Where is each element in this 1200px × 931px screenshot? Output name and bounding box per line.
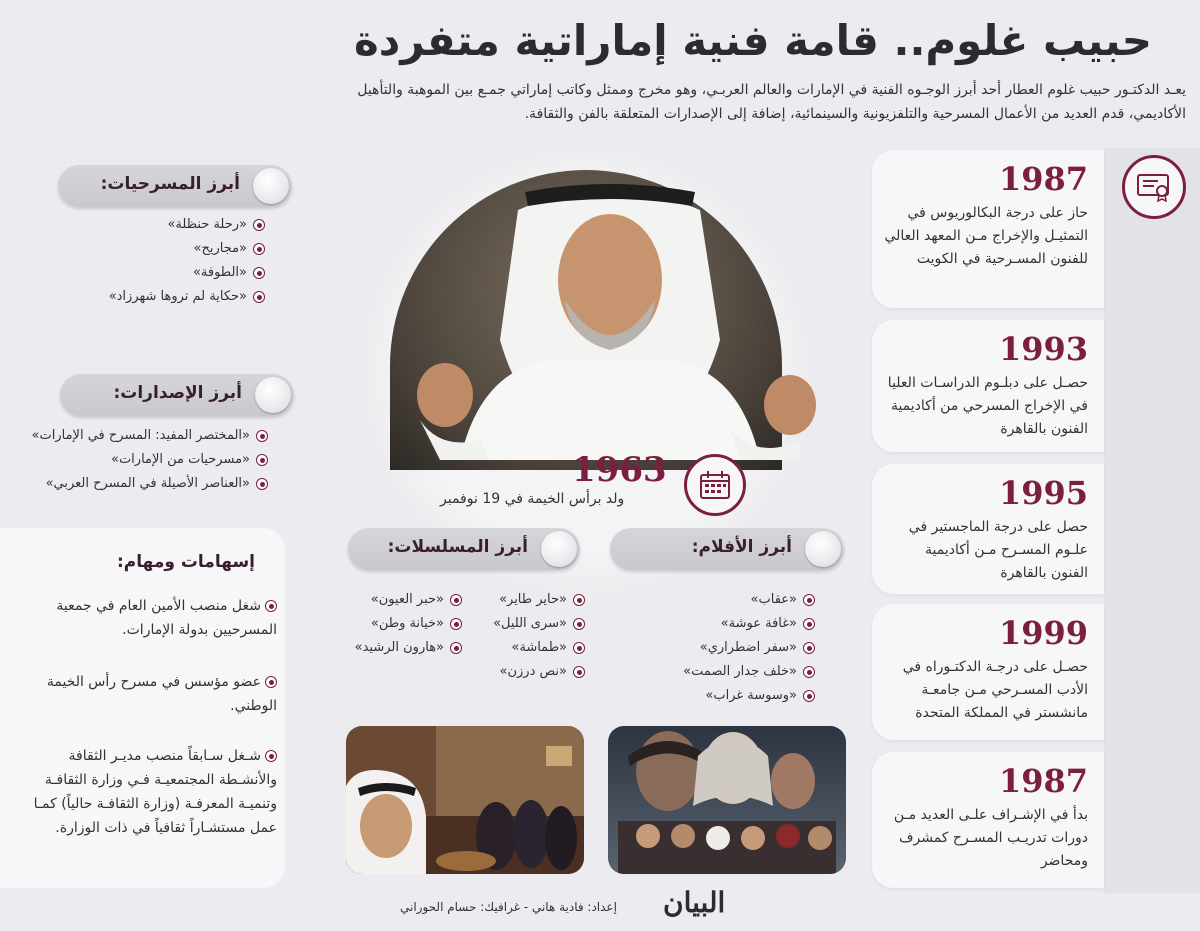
series-list-col1 <box>493 588 585 684</box>
series-header <box>348 528 580 570</box>
bullet-icon <box>253 243 265 255</box>
birth-year: 1963 <box>572 450 667 490</box>
bullet-icon <box>256 454 268 466</box>
contributions-panel <box>0 528 285 888</box>
list-item: «نص درزن» <box>493 660 585 684</box>
intro-line-1: يعـد الدكتـور حبيب غلوم العطار أحد أبرز الوجـوه الفنية في الإمارات والعالم العربـي، وهو مخرج وممثل وكاتب إماراتي جمـع بين الموهبة والتأهيل <box>357 82 1186 98</box>
bullet-icon <box>450 594 462 606</box>
films-title: أبرز الأفلام: <box>691 537 792 557</box>
knob-icon <box>253 168 289 204</box>
timeline-year: 1999 <box>998 614 1088 652</box>
intro-paragraph <box>176 78 1186 126</box>
bullet-icon <box>253 219 265 231</box>
timeline-card-4 <box>872 604 1104 740</box>
list-item: «وسوسة غراب» <box>683 684 815 708</box>
list-item: «عقاب» <box>683 588 815 612</box>
contributions-title: إسهامات ومهام: <box>116 552 255 572</box>
timeline-text: حصـل على درجـة الدكتـوراه في الأدب المسـرحي مـن جامعـة مانشستر في المملكة المتحدة <box>902 659 1088 721</box>
birth-text: ولد برأس الخيمة في 19 نوفمبر <box>440 491 625 507</box>
list-item: «مسرحيات من الإمارات» <box>32 448 268 472</box>
knob-icon <box>805 531 841 567</box>
publications-title: أبرز الإصدارات: <box>113 383 242 403</box>
bullet-icon <box>803 666 815 678</box>
bullet-icon <box>265 750 277 762</box>
bullet-icon <box>256 478 268 490</box>
bullet-icon <box>265 600 277 612</box>
portrait-image <box>400 170 820 460</box>
timeline-card-2 <box>872 320 1104 452</box>
knob-icon <box>541 531 577 567</box>
bullet-icon <box>803 594 815 606</box>
timeline-card-3 <box>872 464 1104 594</box>
intro-line-2: الأكاديمي، قدم العديد من الأعمال المسرحية والتلفزيونية والسينمائية، إضافة إلى الإصدارات المتعلقة بالفن والثقافة. <box>524 106 1186 122</box>
bullet-icon <box>450 642 462 654</box>
timeline-text: حصل على درجة الماجستير في علـوم المسـرح مـن أكاديمية الفنون بالقاهرة <box>908 519 1088 581</box>
plays-list <box>109 213 265 309</box>
knob-icon <box>255 377 291 413</box>
list-item: «حاير طاير» <box>493 588 585 612</box>
bullet-icon <box>450 618 462 630</box>
contribution-item: شـغل سـابقاً منصب مديـر الثقافة والأنشـطة المجتمعيـة فـي وزارة الثقافـة وتنميـة المعرفـة (وزارة الثقافـة حالياً) كمـا عمل مستشـاراً ثقافياً في ذات الوزارة. <box>33 748 277 836</box>
bullet-icon <box>803 690 815 702</box>
publications-list <box>32 424 268 496</box>
bullet-icon <box>253 267 265 279</box>
bullet-icon <box>573 642 585 654</box>
bullet-icon <box>803 642 815 654</box>
bullet-icon <box>573 594 585 606</box>
list-item: «سفر اضطراري» <box>683 636 815 660</box>
films-list <box>683 588 815 708</box>
footer-credits: إعداد: فادية هاني - غرافيك: حسام الحوراني <box>400 900 617 914</box>
page-title: حبيب غلوم.. قامة فنية إماراتية متفردة <box>354 16 1152 65</box>
series-scene-photo <box>346 726 584 874</box>
bullet-icon <box>573 618 585 630</box>
timeline-year: 1993 <box>998 330 1088 368</box>
bullet-icon <box>253 291 265 303</box>
series-title: أبرز المسلسلات: <box>387 537 528 557</box>
publications-header <box>60 374 294 416</box>
list-item: «هارون الرشيد» <box>355 636 462 660</box>
list-item: «غافة عوشة» <box>683 612 815 636</box>
timeline-text: حاز على درجة البكالوريوس في التمثيـل والإخراج مـن المعهد العالي للفنون المسـرحية في الكويت <box>884 205 1088 267</box>
list-item: «الطوفة» <box>109 261 265 285</box>
contribution-item: شغل منصب الأمين العام في جمعية المسرحيين بدولة الإمارات. <box>56 598 277 638</box>
timeline-strip <box>1104 148 1200 893</box>
timeline-text: حصـل على دبلـوم الدراسـات العليا في الإخراج المسرحي من أكاديمية الفنون بالقاهرة <box>887 375 1088 437</box>
list-item: «رحلة حنظلة» <box>109 213 265 237</box>
list-item: «العناصر الأصيلة في المسرح العربي» <box>32 472 268 496</box>
list-item: «خلف جدار الصمت» <box>683 660 815 684</box>
plays-header <box>58 165 292 207</box>
timeline-year: 1987 <box>998 160 1088 198</box>
films-header <box>610 528 844 570</box>
timeline-text: بدأ في الإشـراف علـى العديد مـن دورات تدريـب المسـرح كمشرف ومحاضر <box>893 807 1088 869</box>
series-list-col2 <box>355 588 462 660</box>
brand-logo: البيان <box>663 886 726 919</box>
plays-title: أبرز المسرحيات: <box>100 174 240 194</box>
timeline-year: 1987 <box>998 762 1088 800</box>
contribution-item: عضو مؤسس في مسرح رأس الخيمة الوطني. <box>46 674 277 714</box>
list-item: «سرى الليل» <box>493 612 585 636</box>
timeline-year: 1995 <box>998 474 1088 512</box>
films-poster-photo <box>608 726 846 874</box>
list-item: «حكاية لم تروها شهرزاد» <box>109 285 265 309</box>
bullet-icon <box>803 618 815 630</box>
list-item: «طماشة» <box>493 636 585 660</box>
list-item: «المختصر المفيد: المسرح في الإمارات» <box>32 424 268 448</box>
timeline-card-5 <box>872 752 1104 888</box>
timeline-card-1 <box>872 150 1104 308</box>
certificate-icon <box>1122 155 1186 219</box>
list-item: «حبر العيون» <box>355 588 462 612</box>
list-item: «خيانة وطن» <box>355 612 462 636</box>
calendar-icon <box>684 454 746 516</box>
bullet-icon <box>573 666 585 678</box>
bullet-icon <box>265 676 277 688</box>
bullet-icon <box>256 430 268 442</box>
list-item: «مجاريح» <box>109 237 265 261</box>
